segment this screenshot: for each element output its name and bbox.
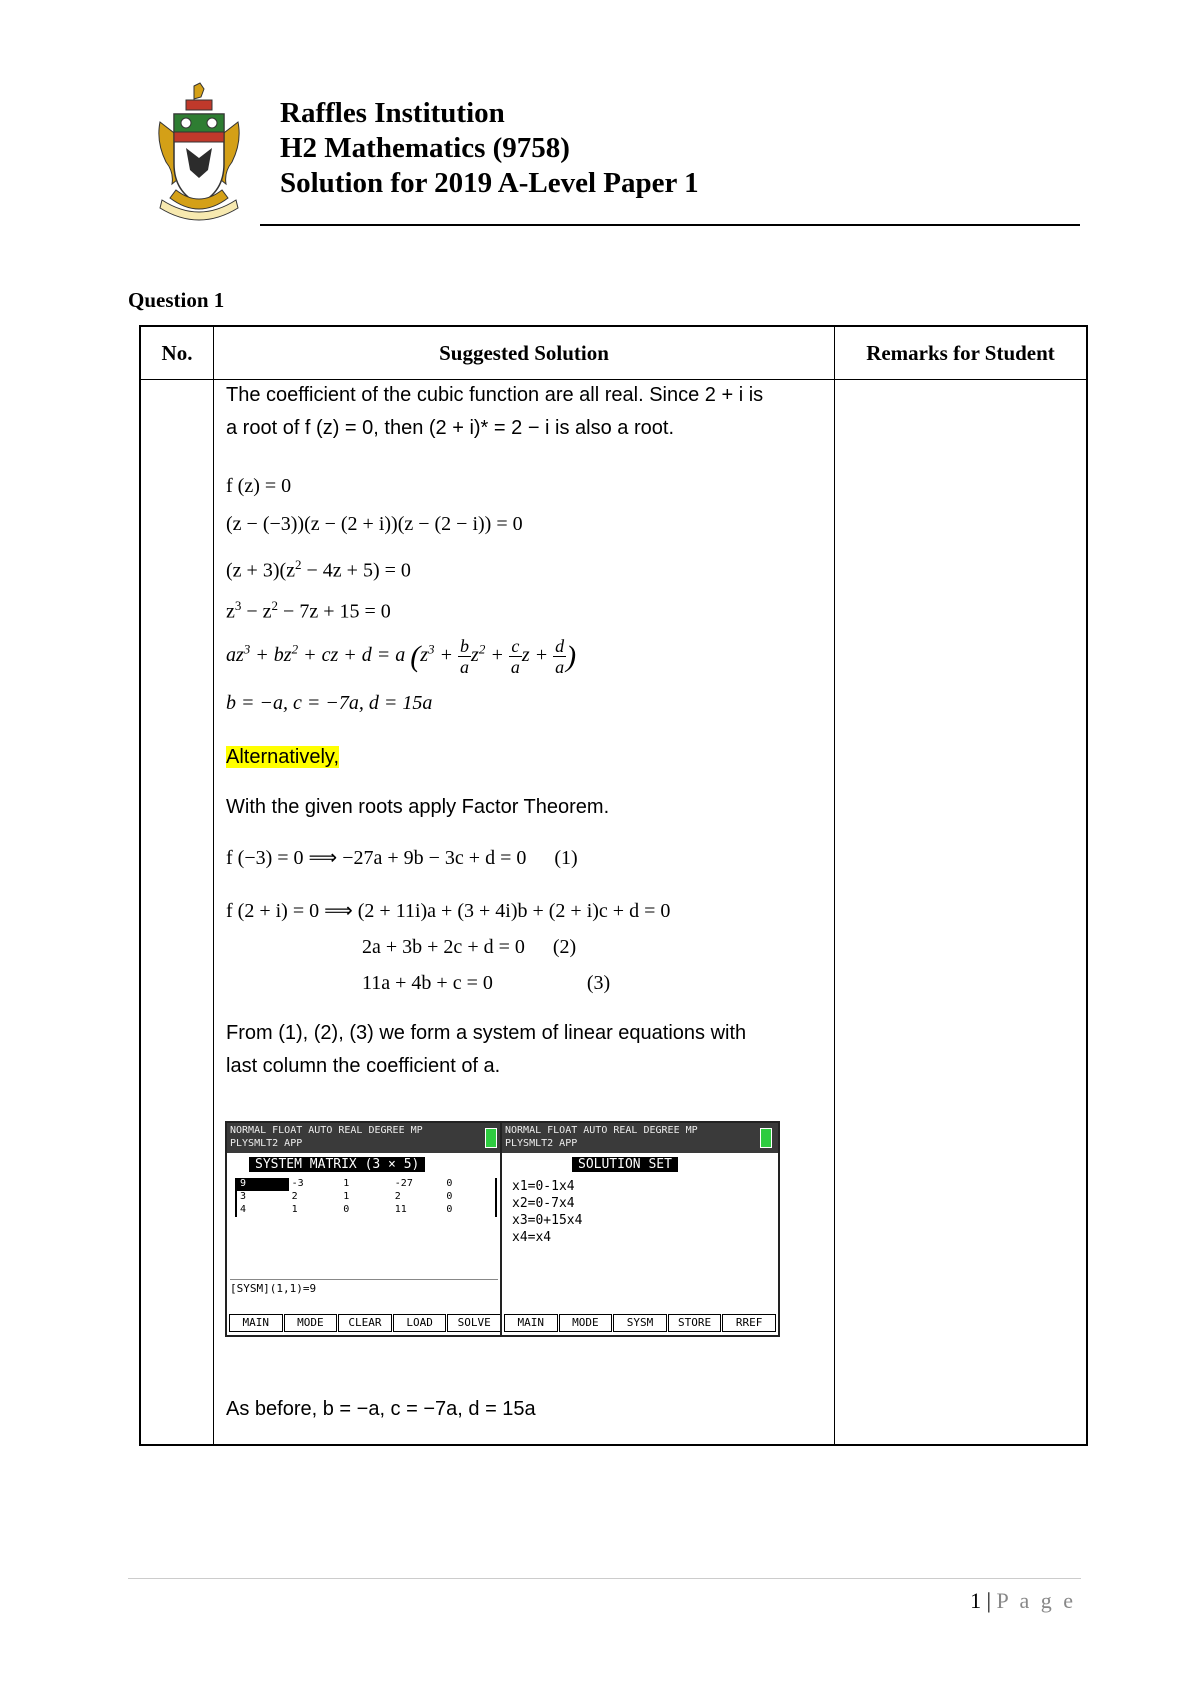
- equation-cubic: $z^3 - z^2 - 7z + 15 = 0$: [226, 598, 391, 623]
- col-header-no: No.: [140, 326, 214, 380]
- conclusion-text: As before, b = −a, c = −7a, d = 15a: [226, 1398, 536, 1420]
- solution-text-1: The coefficient of the cubic function are all real. Since 2 + i is: [226, 384, 764, 406]
- footer-separator: |: [986, 1588, 992, 1613]
- question-title: Question 1: [128, 288, 225, 312]
- cell-remarks: [835, 380, 1088, 1446]
- calc-status-bar: NORMAL FLOAT AUTO REAL DEGREE MP PLYSMLT2 APP: [227, 1123, 503, 1153]
- solution-line: x2=0-7x4: [512, 1196, 575, 1211]
- calc-menu-mode: MODE: [559, 1314, 613, 1332]
- calc-menu-main: MAIN: [229, 1314, 283, 1332]
- page-number: 1: [970, 1588, 982, 1613]
- calc-menu-mode: MODE: [284, 1314, 338, 1332]
- school-name: Raffles Institution: [280, 97, 505, 129]
- subject-title: H2 Mathematics (9758): [280, 132, 570, 164]
- solution-text-2: a root of f (z) = 0, then (2 + i)* = 2 − i is also a root.: [226, 417, 674, 439]
- linear-system-text-2: last column the coefficient of a.: [226, 1055, 501, 1077]
- equation-3: 11a + 4b + c = 0 (3): [362, 972, 611, 994]
- calc-menu-solve: SOLVE: [447, 1314, 501, 1332]
- calc-command-line: [SYSM](1,1)=9: [230, 1279, 498, 1295]
- equation-1: f (−3) = 0 ⟹ −27a + 9b − 3c + d = 0 (1): [226, 847, 578, 869]
- calc-menu-load: LOAD: [393, 1314, 447, 1332]
- footer-rule: [128, 1578, 1081, 1579]
- document-title: Solution for 2019 A-Level Paper 1: [280, 167, 699, 199]
- calc-screen-title: SYSTEM MATRIX (3 × 5): [249, 1157, 425, 1172]
- calc-menu-bar: [227, 1314, 503, 1332]
- factor-theorem-text: With the given roots apply Factor Theorem.: [226, 796, 610, 818]
- system-matrix: [235, 1178, 497, 1217]
- calculator-screen-solution-set: [500, 1121, 780, 1337]
- solution-line: x1=0-1x4: [512, 1179, 575, 1194]
- col-header-remarks: Remarks for Student: [835, 326, 1088, 380]
- battery-icon: [760, 1128, 772, 1148]
- calc-menu-sysm: SYSM: [613, 1314, 667, 1332]
- solution-set-list: [512, 1178, 778, 1246]
- cell-solution: [214, 380, 835, 1446]
- equation-factors: (z − (−3))(z − (2 + i))(z − (2 − i)) = 0: [226, 513, 523, 535]
- equation-2: 2a + 3b + 2c + d = 0 (2): [362, 936, 577, 958]
- calc-menu-main: MAIN: [504, 1314, 558, 1332]
- equation-f-2-plus-i: f (2 + i) = 0 ⟹ (2 + 11i)a + (3 + 4i)b + (2 + i)c + d = 0: [226, 900, 671, 922]
- equation-coefficients: b = −a, c = −7a, d = 15a: [226, 692, 433, 714]
- raffles-crest-logo: [156, 82, 242, 222]
- matrix-row: 4 1 0 11 0: [240, 1204, 453, 1215]
- calculator-screen-system-matrix: [225, 1121, 505, 1337]
- table-row: [140, 380, 1087, 1446]
- calc-screen-title: SOLUTION SET: [572, 1157, 678, 1172]
- calc-menu-rref: RREF: [722, 1314, 776, 1332]
- matrix-row: 9 -3 1 -27 0: [237, 1178, 495, 1191]
- col-header-solution: Suggested Solution: [214, 326, 835, 380]
- solution-table: [139, 325, 1088, 1446]
- solution-line: x4=x4: [512, 1230, 552, 1245]
- cell-no: [140, 380, 214, 1446]
- calc-menu-store: STORE: [668, 1314, 722, 1332]
- equation-f-z: f (z) = 0: [226, 475, 292, 497]
- matrix-row: 3 2 1 2 0: [240, 1191, 453, 1202]
- alternatively-label: Alternatively,: [226, 746, 340, 768]
- page-footer: [970, 1588, 1076, 1614]
- solution-line: x3=0+15x4: [512, 1213, 583, 1228]
- linear-system-text-1: From (1), (2), (3) we form a system of linear equations with: [226, 1022, 747, 1044]
- equation-general-cubic: $az^3 + bz^2$ + cz + d = a ($z^3$ + $\frac{b}{a}$ $z^2$ + $\frac{c}{a}$ z + $\frac{d}{a}$ ): [226, 636, 577, 677]
- battery-icon: [485, 1128, 497, 1148]
- equation-quadratic-factor: $(z + 3)(z^2 - 4z + 5) = 0$: [226, 557, 411, 582]
- calc-menu-bar: [502, 1314, 778, 1332]
- calc-menu-clear: CLEAR: [338, 1314, 392, 1332]
- table-header-row: [140, 326, 1087, 380]
- header-rule: [260, 224, 1080, 226]
- calc-status-bar: NORMAL FLOAT AUTO REAL DEGREE MP PLYSMLT2 APP: [502, 1123, 778, 1153]
- page-label: P a g e: [996, 1588, 1076, 1613]
